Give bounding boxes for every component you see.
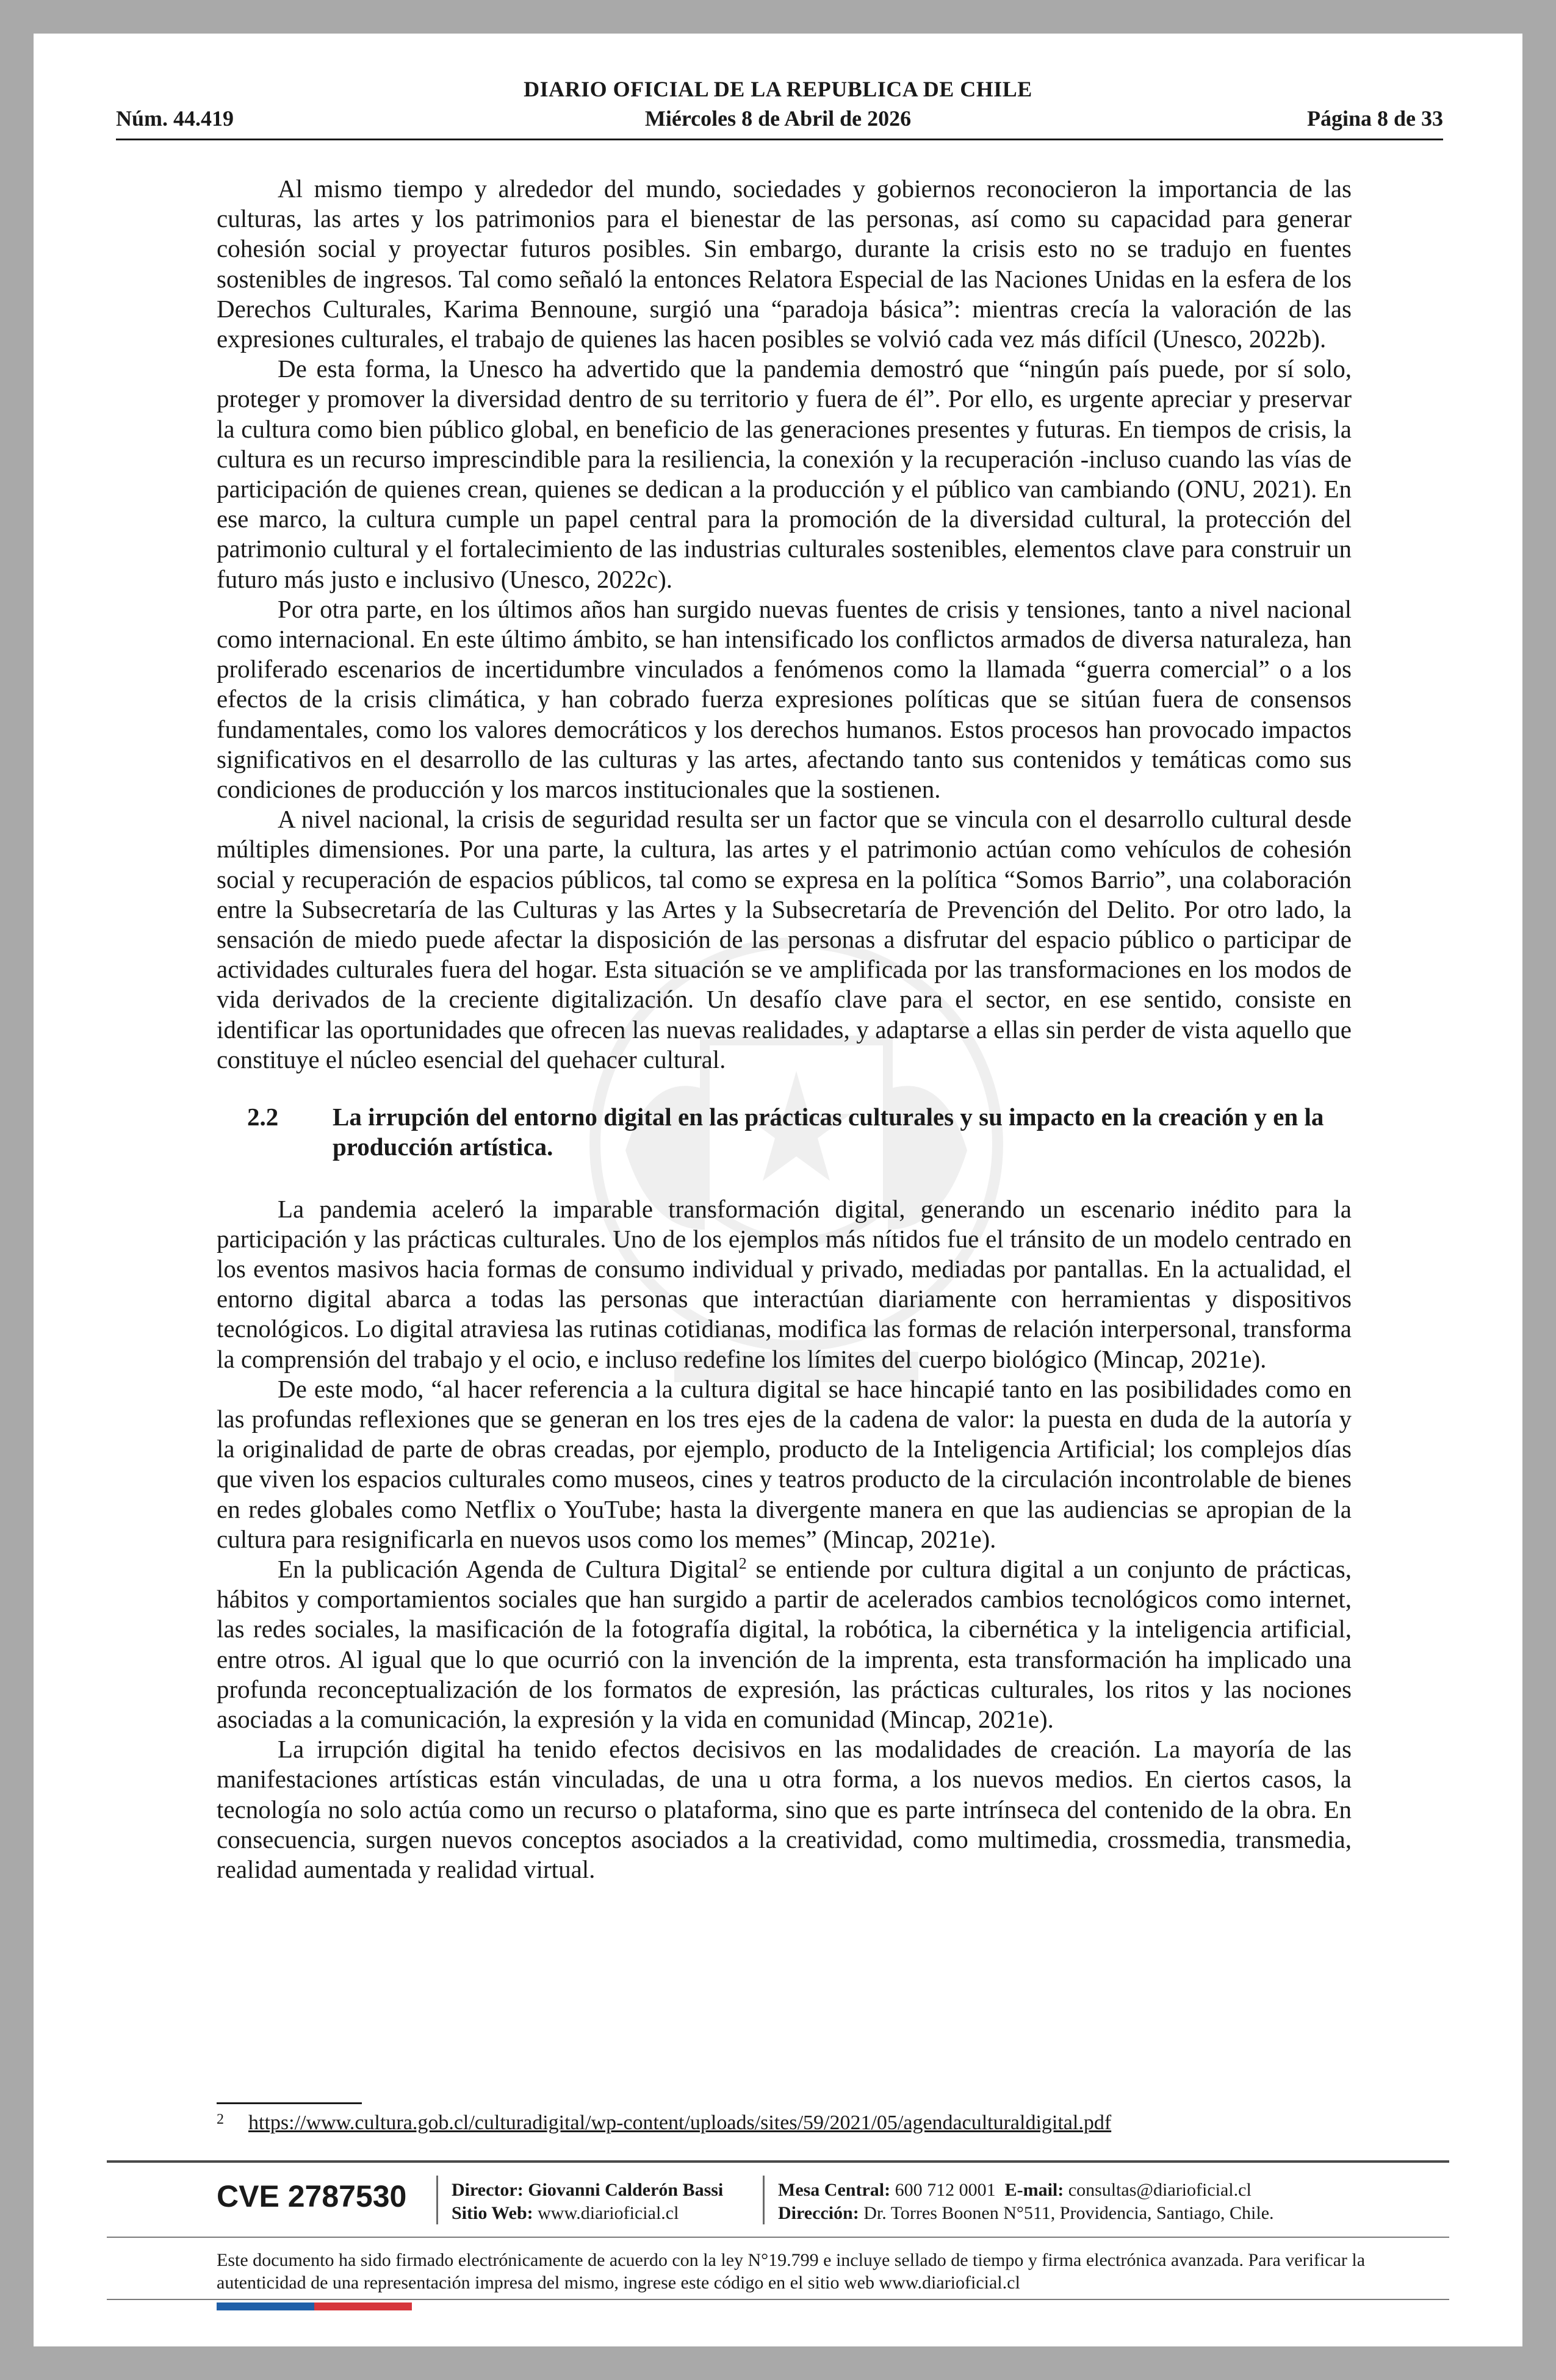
footer-divider bbox=[107, 2237, 1449, 2238]
flag-stripe-red bbox=[314, 2302, 412, 2310]
footnote-mark: 2 bbox=[217, 2111, 224, 2127]
issue-number: Núm. 44.419 bbox=[116, 106, 234, 131]
paragraph: A nivel nacional, la crisis de seguridad resulta ser un factor que se vincula con el desarrollo cultural desde múltiples dimensiones. Por una parte, la cultura, las artes y el patrimonio actúan como vehículos de cohesión social y recuperación de espacios públicos, tal como se expresa en la política “Somos Barrio”, una colaboración entre la Subsecretaría de las Culturas y las Artes y la Subsecretaría de Prevención del Delito. Por otro lado, la sensación de miedo puede afectar la disposición de las personas a disfrutar del espacio público o participar de actividades culturales fuera del hogar. Esta situación se ve amplificada por las transformaciones en los modos de vida derivados de la creciente digitalización. Un desafío clave para el sector, en ese sentido, consiste en identificar las oportunidades que ofrecen las nuevas realidades, y adaptarse a ellas sin perder de vista aquello que constituye el núcleo esencial del quehacer cultural. bbox=[217, 805, 1352, 1073]
paragraph bbox=[217, 1554, 1352, 1734]
article-body bbox=[217, 174, 1352, 1884]
phone-label: Mesa Central: bbox=[778, 2180, 891, 2200]
address-value: Dr. Torres Boonen N°511, Providencia, Santiago, Chile. bbox=[863, 2203, 1274, 2223]
phone-value: 600 712 0001 bbox=[895, 2180, 996, 2200]
paragraph: La pandemia aceleró la imparable transformación digital, generando un escenario inédito para la participación y las prácticas culturales. Uno de los ejemplos más nítidos fue el tránsito de un modelo centrado en los eventos masivos hacia formas de consumo individual y privado, mediadas por pantallas. En la actualidad, el entorno digital abarca a todas las personas que interactúan diariamente con herramientas y dispositivos tecnológicos. Lo digital atraviesa las rutinas cotidianas, modifica las formas de relación interpersonal, transforma la comprensión del trabajo y el ocio, e incluso redefine los límites del cuerpo biológico (Mincap, 2021e). bbox=[217, 1194, 1352, 1373]
paragraph: De esta forma, la Unesco ha advertido que la pandemia demostró que “ningún país puede, por sí solo, proteger y promover la diversidad dentro de su territorio y fuera de él”. Por ello, es urgente apreciar y preservar la cultura como bien público global, en beneficio de las generaciones presentes y futuras. En tiempos de crisis, la cultura es un recurso imprescindible para la resiliencia, la conexión y la recuperación -incluso cuando las vías de participación de quienes crean, quienes se dedican a la producción y el público van cambiando (ONU, 2021). En ese marco, la cultura cumple un papel central para la promoción de la diversidad cultural, la protección del patrimonio cultural y el fortalecimiento de las industrias culturales sostenibles, elementos clave para construir un futuro más justo e inclusivo (Unesco, 2022c). bbox=[217, 355, 1352, 593]
footer-divider bbox=[107, 2299, 1449, 2300]
footer-divider bbox=[107, 2160, 1449, 2163]
legal-notice: Este documento ha sido firmado electrónicamente de acuerdo con la ley N°19.799 e incluye sellado de tiempo y firma electrónica avanzada. Para verificar la autenticidad de una representación impresa del mismo, ingrese este código en el sitio web www.diarioficial.cl bbox=[217, 2250, 1366, 2293]
paragraph-text: se entiende por cultura digital a un conjunto de prácticas, hábitos y comportamientos sociales que han surgido a partir de acelerados cambios tecnológicos como internet, las redes sociales, la masificación de la fotografía digital, la robótica, la cibernética y la inteligencia artificial, entre otros. Al igual que lo que ocurrió con la invención de la imprenta, esta transformación ha implicado una profunda reconceptualización de los formatos de expresión, las prácticas culturales, los ritos y las nociones asociadas a la comunicación, la expresión y la vida en comunidad (Mincap, 2021e). bbox=[217, 1554, 1352, 1733]
footnote-divider bbox=[217, 2102, 362, 2104]
email-label: E-mail: bbox=[1004, 2180, 1064, 2200]
director-name: Giovanni Calderón Bassi bbox=[528, 2180, 724, 2200]
paragraph: La irrupción digital ha tenido efectos decisivos en las modalidades de creación. La mayoría de las manifestaciones artísticas están vinculadas, de una u otra forma, a los nuevos medios. En ciertos casos, la tecnología no solo actúa como un recurso o plataforma, sino que es parte intrínseca del contenido de la obra. En consecuencia, surgen nuevos conceptos asociados a la creatividad, como multimedia, crossmedia, transmedia, realidad aumentada y realidad virtual. bbox=[217, 1735, 1352, 1883]
address-label: Dirección: bbox=[778, 2203, 859, 2223]
flag-stripe-blue bbox=[217, 2302, 314, 2310]
footnote-link[interactable]: https://www.cultura.gob.cl/culturadigital/wp-content/uploads/sites/59/2021/05/agendaculturaldigital.pdf bbox=[248, 2111, 1112, 2134]
cve-code: CVE 2787530 bbox=[217, 2179, 407, 2213]
director-label: Director: bbox=[452, 2180, 524, 2200]
issue-date: Miércoles 8 de Abril de 2026 bbox=[644, 106, 912, 131]
document-page bbox=[34, 34, 1522, 2346]
website-label: Sitio Web: bbox=[452, 2203, 533, 2223]
paragraph: Por otra parte, en los últimos años han surgido nuevas fuentes de crisis y tensiones, tanto a nivel nacional como internacional. En este último ámbito, se han intensificado los conflictos armados de diversa naturaleza, han proliferado escenarios de incertidumbre vinculados a fenómenos como la llamada “guerra comercial” o a los efectos de la crisis climática, y han cobrado fuerza expresiones políticas que se sitúan fuera de consensos fundamentales, como los valores democráticos y los derechos humanos. Estos procesos han provocado impactos significativos en el desarrollo de las culturas y las artes, afectando tanto sus contenidos y temáticas como sus condiciones de producción y los marcos institucionales que la sostienen. bbox=[217, 594, 1352, 804]
footer-separator bbox=[436, 2176, 438, 2224]
section-heading bbox=[217, 1102, 1352, 1162]
paragraph-text: En la publicación Agenda de Cultura Digital bbox=[278, 1554, 739, 1583]
website-link[interactable]: www.diarioficial.cl bbox=[538, 2203, 679, 2223]
newspaper-title: DIARIO OFICIAL DE LA REPUBLICA DE CHILE bbox=[524, 77, 1032, 101]
footer-contact-info bbox=[778, 2179, 1274, 2225]
footer-separator bbox=[763, 2176, 765, 2224]
page-indicator: Página 8 de 33 bbox=[1306, 106, 1443, 131]
paragraph: Al mismo tiempo y alrededor del mundo, sociedades y gobiernos reconocieron la importancia de las culturas, las artes y los patrimonios para el bienestar de las personas, así como su capacidad para generar cohesión social y proyectar futuros posibles. Sin embargo, durante la crisis esto no se tradujo en fuentes sostenibles de ingresos. Tal como señaló la entonces Relatora Especial de las Naciones Unidas en la esfera de los Derechos Culturales, Karima Bennoune, surgió una “paradoja básica”: mientras crecía la valoración de las expresiones culturales, el trabajo de quienes las hacen posibles se volvió cada vez más difícil (Unesco, 2022b). bbox=[217, 175, 1352, 353]
footer-director-info bbox=[452, 2179, 723, 2225]
section-number: 2.2 bbox=[247, 1103, 279, 1131]
header-divider bbox=[116, 139, 1443, 140]
footnote bbox=[217, 2111, 1111, 2135]
email-link[interactable]: consultas@diarioficial.cl bbox=[1068, 2180, 1252, 2200]
footnote-reference[interactable]: 2 bbox=[738, 1554, 747, 1573]
paragraph: De este modo, “al hacer referencia a la cultura digital se hace hincapié tanto en las posibilidades como en las profundas reflexiones que se generan en los tres ejes de la cadena de valor: la puesta en duda de la autoría y la originalidad de parte de obras creadas, por ejemplo, producto de la Inteligencia Artificial; los complejos días que viven los espacios culturales como museos, cines y teatros producto de la circulación incontrolable de bienes en redes globales como Netflix o YouTube; hasta la divergente manera en que las audiencias se apropian de la cultura para resignificarla en nuevos usos como los memes” (Mincap, 2021e). bbox=[217, 1374, 1352, 1553]
section-title: La irrupción del entorno digital en las prácticas culturales y su impacto en la creación y en la producción artística. bbox=[333, 1103, 1324, 1161]
